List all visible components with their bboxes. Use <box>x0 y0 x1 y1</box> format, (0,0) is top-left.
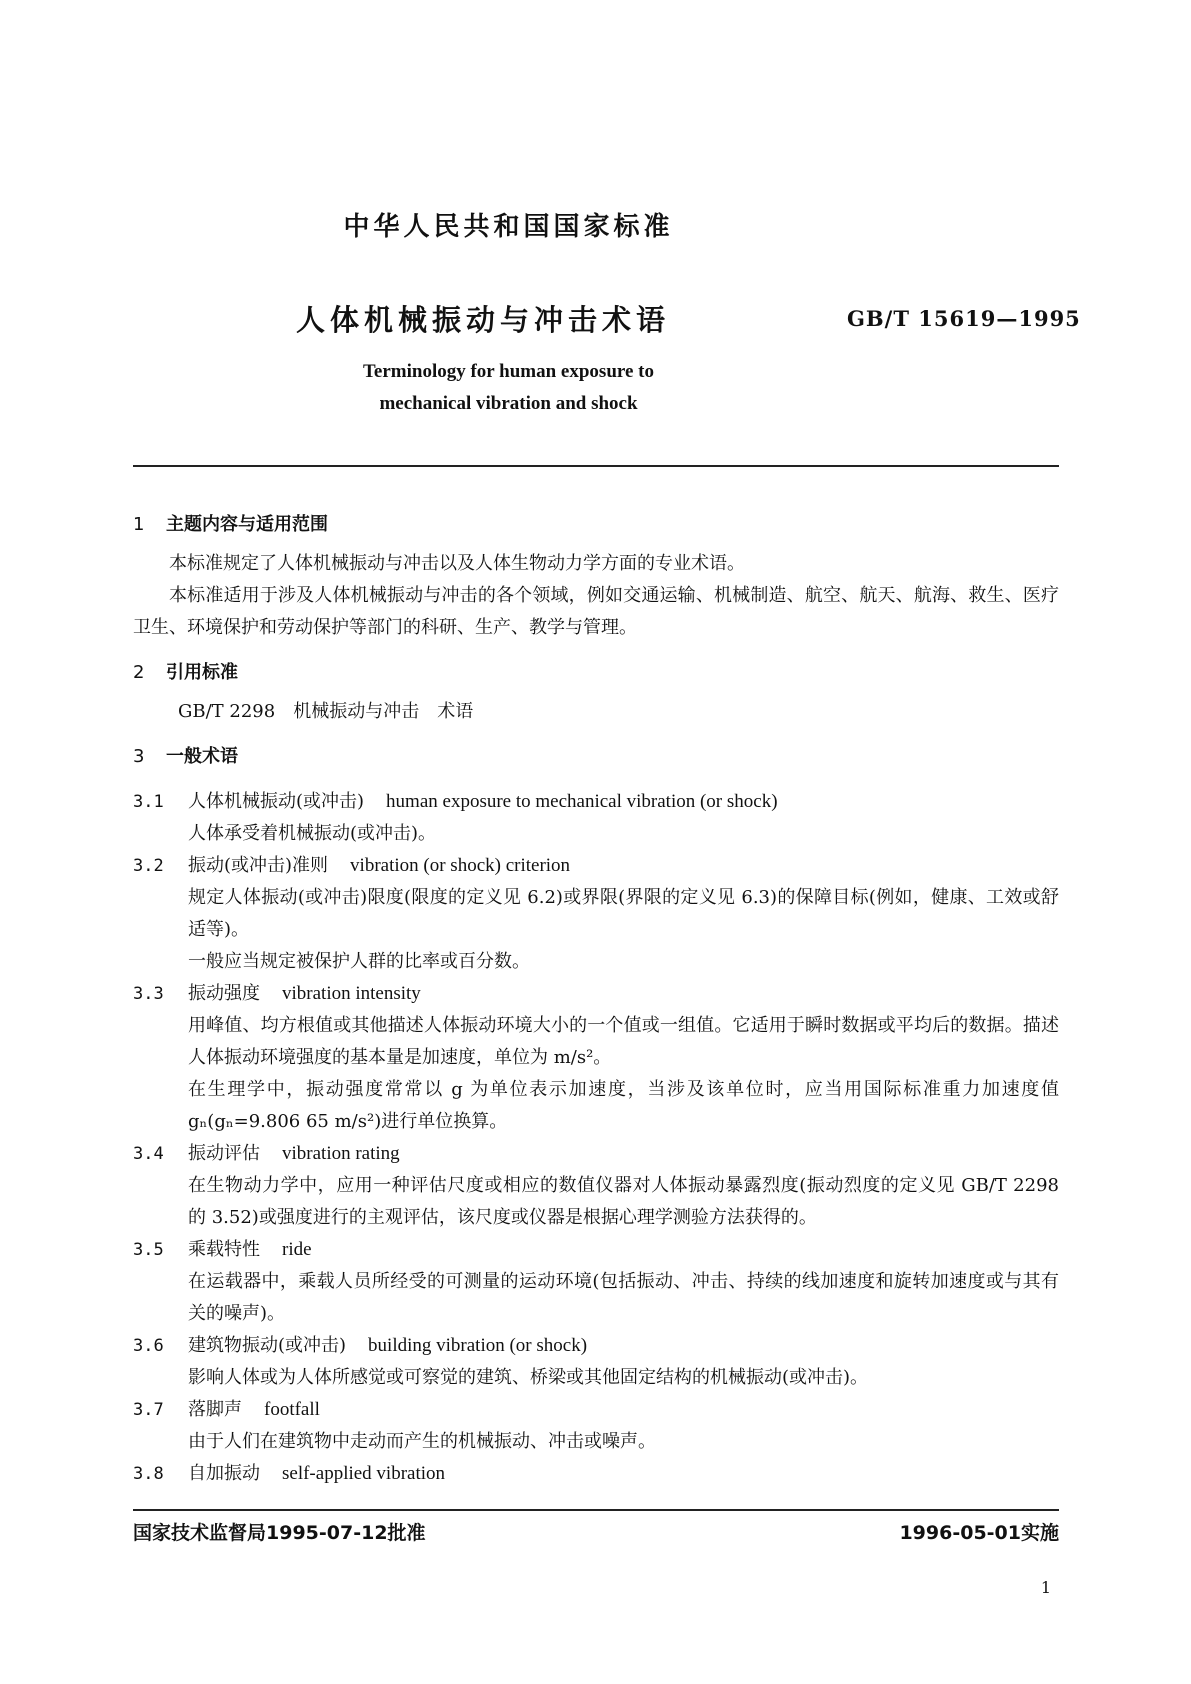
term-number: 3.7 <box>133 1400 164 1420</box>
term-number: 3.3 <box>133 984 164 1004</box>
term-zh: 振动强度 <box>188 983 260 1004</box>
term-definition: 在生物动力学中，应用一种评估尺度或相应的数值仪器对人体振动暴露烈度(振动烈度的定义见 GB/T 2298 的 3.52)或强度进行的主观评估，该尺度或仪器是根据心理学测验方法获得的。 <box>188 1175 1059 1228</box>
term-en: building vibration (or shock) <box>368 1335 588 1356</box>
term-zh: 人体机械振动(或冲击) <box>188 791 365 812</box>
term-zh: 振动评估 <box>188 1143 260 1164</box>
term-definition: 用峰值、均方根值或其他描述人体振动环境大小的一个值或一组值。它适用于瞬时数据或平均后的数据。描述人体振动环境强度的基本量是加速度，单位为 m/s²。 <box>188 1015 1059 1068</box>
term-definition: 由于人们在建筑物中走动而产生的机械振动、冲击或噪声。 <box>188 1431 656 1452</box>
term-en: footfall <box>264 1399 320 1420</box>
header-divider <box>133 465 1059 467</box>
section-heading-2 <box>133 658 1059 688</box>
document-body <box>133 510 1059 1490</box>
term-entry <box>133 786 1059 850</box>
term-entry <box>133 850 1059 978</box>
term-zh: 落脚声 <box>188 1399 242 1420</box>
term-en: vibration rating <box>282 1143 400 1164</box>
section-heading-3 <box>133 742 1059 772</box>
section-number: 3 <box>133 746 145 767</box>
term-number: 3.2 <box>133 856 164 876</box>
term-definition: 人体承受着机械振动(或冲击)。 <box>188 823 437 844</box>
normative-reference <box>133 696 1059 728</box>
document-title-zh: 人体机械振动与冲击术语 <box>296 303 671 337</box>
section-number: 1 <box>133 514 145 535</box>
approval-date: 国家技术监督局1995-07-12批准 <box>133 1522 426 1544</box>
term-entry <box>133 1330 1059 1394</box>
title-en-line-2: mechanical vibration and shock <box>379 393 638 414</box>
reference-title: 机械振动与冲击 <box>293 701 420 722</box>
term-entry <box>133 1234 1059 1330</box>
term-definition: 一般应当规定被保护人群的比率或百分数。 <box>188 951 530 972</box>
footer-divider <box>133 1509 1059 1511</box>
term-definition: 在运载器中，乘载人员所经受的可测量的运动环境(包括振动、冲击、持续的线加速度和旋转加速度或与其有关的噪声)。 <box>188 1271 1059 1324</box>
term-en: human exposure to mechanical vibration (or shock) <box>386 791 778 812</box>
section-title: 主题内容与适用范围 <box>166 514 328 535</box>
term-entry <box>133 1458 1059 1490</box>
paragraph: 本标准规定了人体机械振动与冲击以及人体生物动力学方面的专业术语。 <box>169 553 745 574</box>
term-entry <box>133 978 1059 1138</box>
term-definition: 影响人体或为人体所感觉或可察觉的建筑、桥梁或其他固定结构的机械振动(或冲击)。 <box>188 1367 869 1388</box>
term-zh: 建筑物振动(或冲击) <box>188 1335 347 1356</box>
term-entry <box>133 1138 1059 1234</box>
term-en: vibration intensity <box>282 983 421 1004</box>
term-number: 3.1 <box>133 792 164 812</box>
term-number: 3.6 <box>133 1336 164 1356</box>
paragraph: 本标准适用于涉及人体机械振动与冲击的各个领域，例如交通运输、机械制造、航空、航天、航海、救生、医疗卫生、环境保护和劳动保护等部门的科研、生产、教学与管理。 <box>133 585 1059 638</box>
title-en-line-1: Terminology for human exposure to <box>362 361 654 382</box>
term-number: 3.5 <box>133 1240 164 1260</box>
section-number: 2 <box>133 662 145 683</box>
standard-number: GB/T 15619—1995 <box>847 306 1081 331</box>
term-en: self-applied vibration <box>282 1463 446 1484</box>
term-zh: 自加振动 <box>188 1463 260 1484</box>
term-entry <box>133 1394 1059 1458</box>
term-en: vibration (or shock) criterion <box>350 855 571 876</box>
term-zh: 乘载特性 <box>188 1239 260 1260</box>
section-title: 引用标准 <box>166 662 238 683</box>
page-number: 1 <box>1040 1578 1051 1597</box>
term-definition: 在生理学中，振动强度常常以 g 为单位表示加速度，当涉及该单位时，应当用国际标准重力加速度值 gₙ(gₙ=9.806 65 m/s²)进行单位换算。 <box>188 1079 1059 1132</box>
section-title: 一般术语 <box>166 746 238 767</box>
reference-code: GB/T 2298 <box>178 701 276 722</box>
effective-date: 1996-05-01实施 <box>899 1522 1059 1544</box>
term-definition: 规定人体振动(或冲击)限度(限度的定义见 6.2)或界限(界限的定义见 6.3)的保障目标(例如，健康、工效或舒适等)。 <box>188 887 1059 940</box>
term-zh: 振动(或冲击)准则 <box>188 855 329 876</box>
reference-suffix: 术语 <box>437 701 474 722</box>
term-number: 3.8 <box>133 1464 164 1484</box>
term-en: ride <box>282 1239 312 1260</box>
section-heading-1 <box>133 510 1059 540</box>
document-title-en <box>0 356 1017 420</box>
term-number: 3.4 <box>133 1144 164 1164</box>
national-standard-heading: 中华人民共和国国家标准 <box>343 212 674 242</box>
